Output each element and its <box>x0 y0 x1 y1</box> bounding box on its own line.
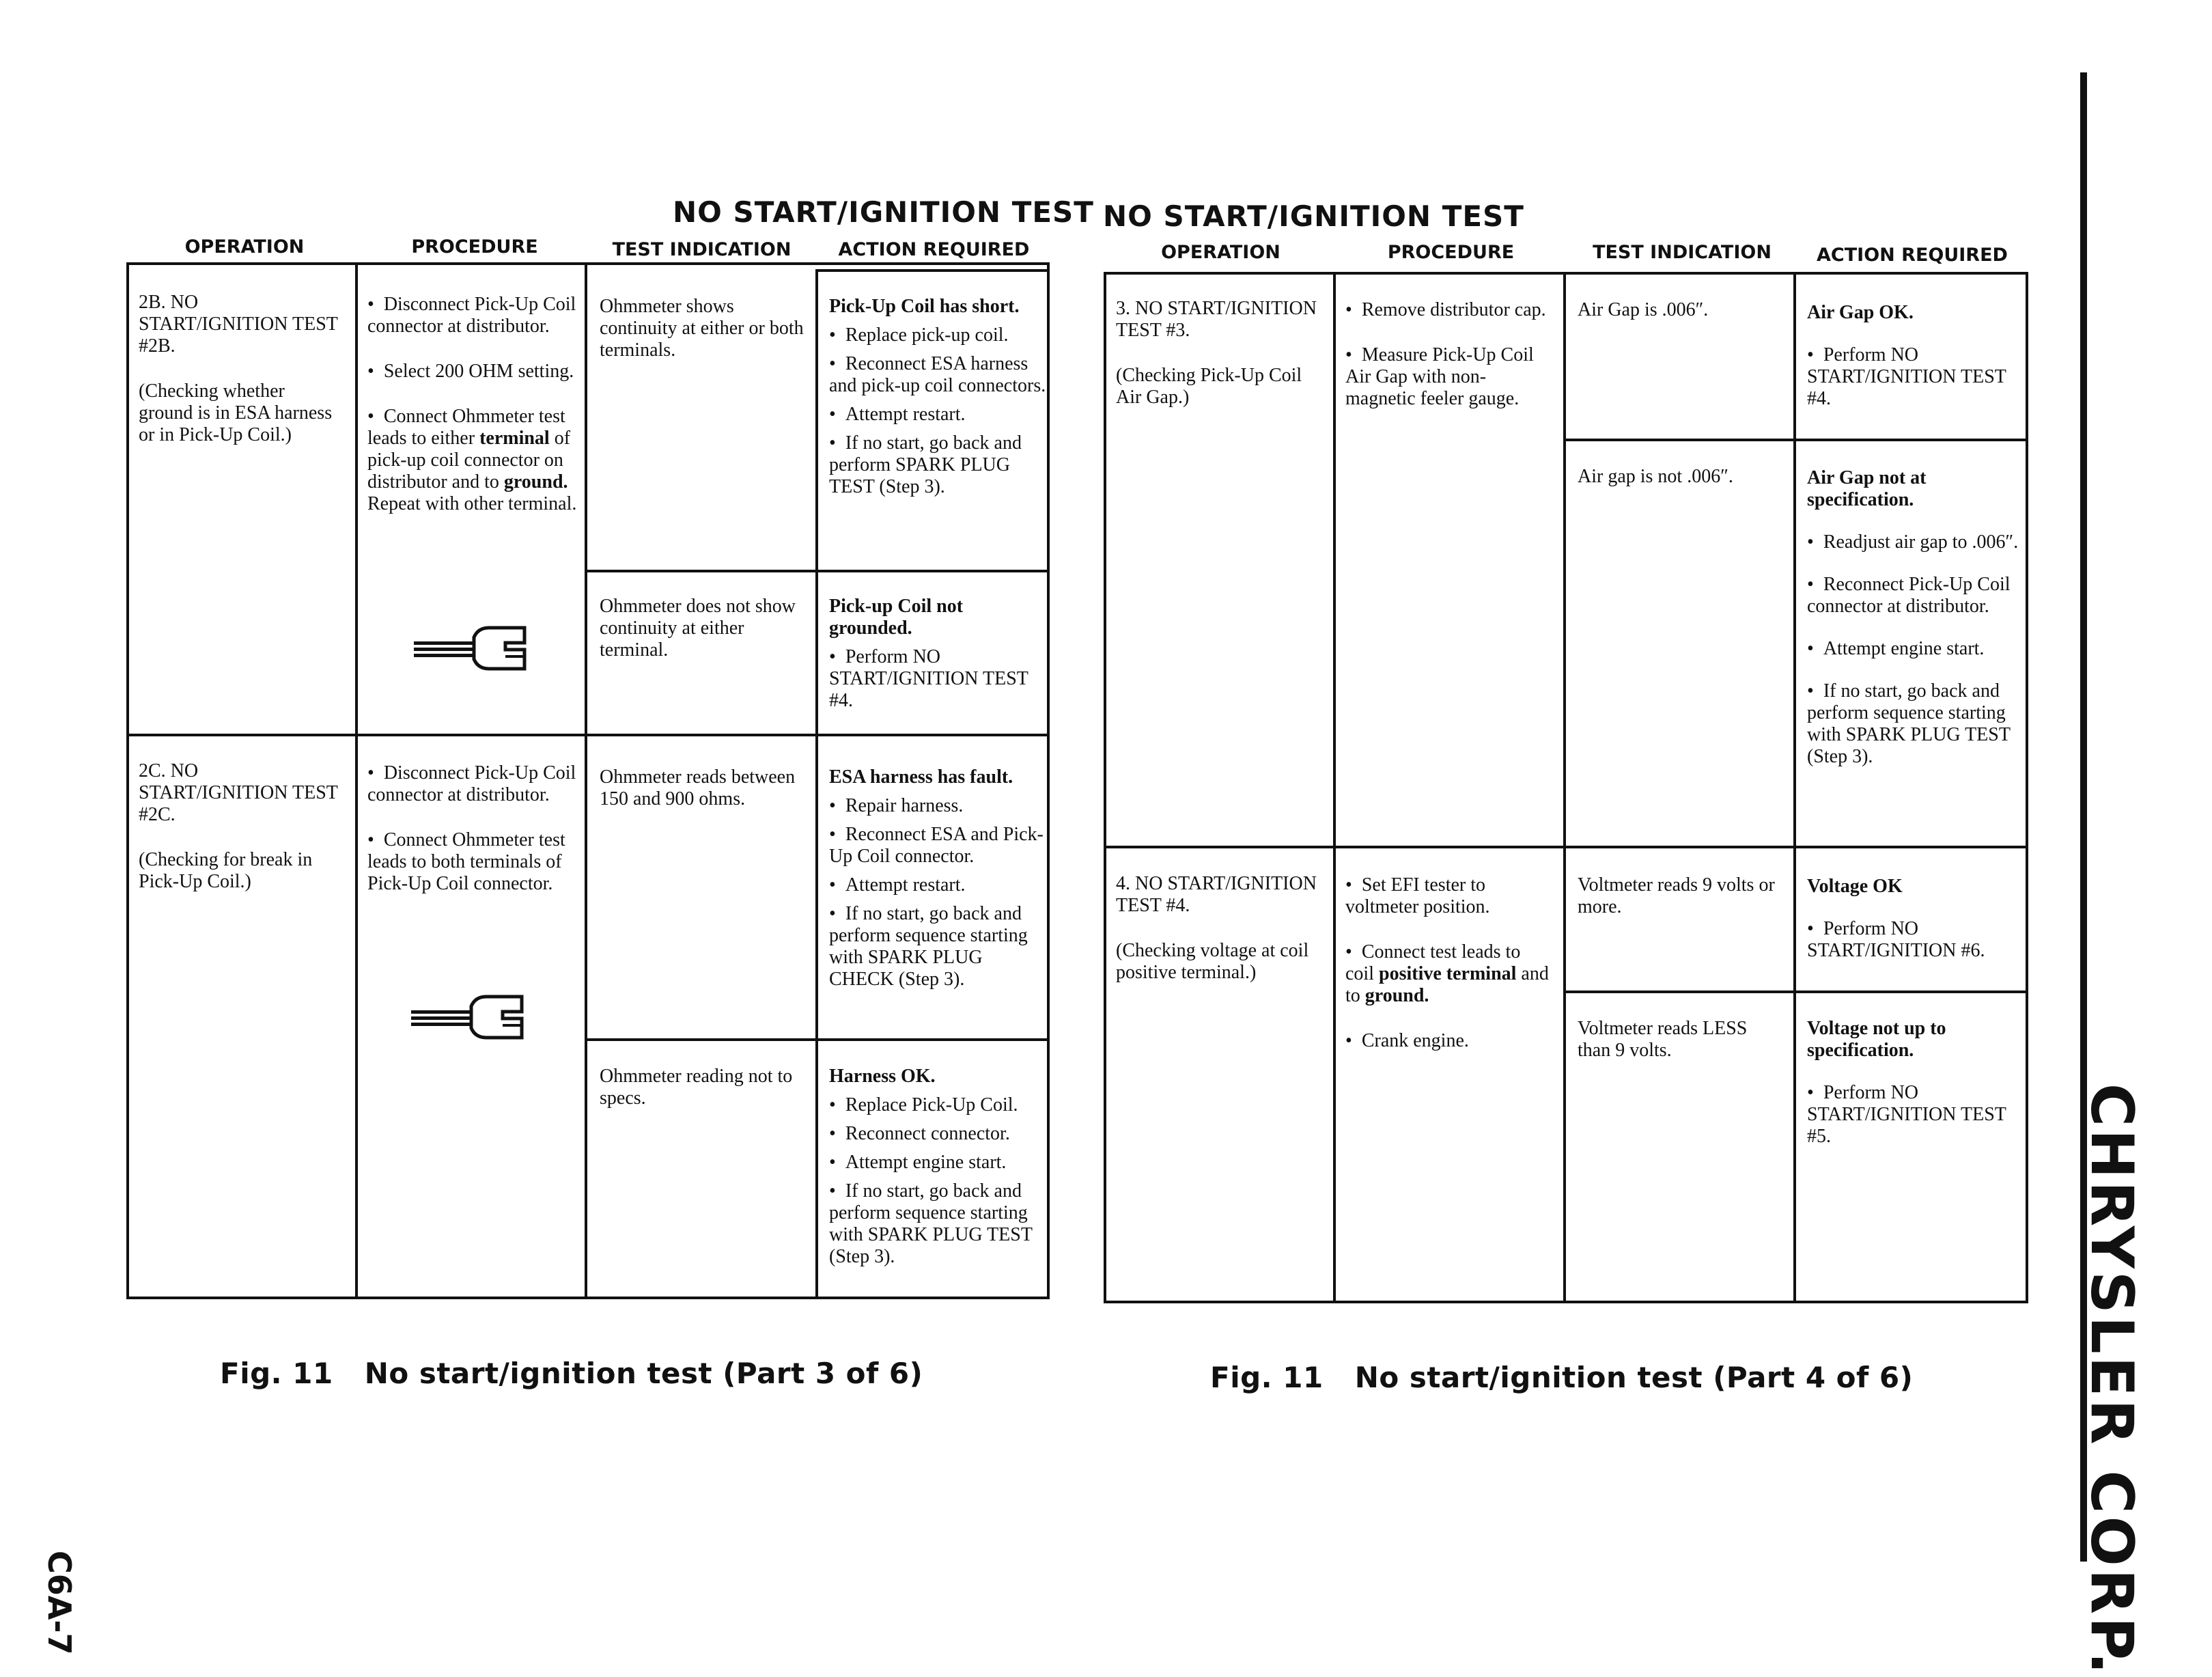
procedure-cell-3 <box>1345 299 1554 433</box>
action-item: • Reconnect ESA harness and pick-up coil connectors. <box>829 353 1046 397</box>
test-indication: Air gap is not .006″. <box>1578 466 1733 487</box>
procedure-step: • Connect Ohmmeter test leads to both terminals of Pick-Up Coil connector. <box>367 829 579 895</box>
right-caption-text: No start/ignition test (Part 4 of 6) <box>1354 1361 1914 1394</box>
action-item: • Replace Pick-Up Coil. <box>829 1094 1046 1116</box>
procedure-emphasis: terminal <box>479 428 550 449</box>
indication-cell-2b-1 <box>600 296 804 385</box>
left-figure-caption <box>220 1357 923 1390</box>
action-title-wrap <box>829 596 1046 639</box>
indication-cell-2b-2 <box>600 596 804 684</box>
action-item: • Perform NO START/IGNITION TEST #4. <box>1807 344 2022 410</box>
operation-cell-2b <box>139 292 344 469</box>
action-cell-3-2 <box>1807 467 2022 791</box>
action-item: • Reconnect ESA and Pick-Up Coil connector. <box>829 824 1046 868</box>
procedure-cell-2c <box>367 762 579 918</box>
right-divider <box>1333 272 1336 1303</box>
procedure-step: • Crank engine. <box>1345 1030 1554 1052</box>
test-indication: Ohmmeter does not show continuity at either terminal. <box>600 596 796 661</box>
left-header-procedure: PROCEDURE <box>411 236 538 258</box>
procedure-text: Connect test leads to coil <box>1345 941 1521 984</box>
left-header-operation: OPERATION <box>184 236 305 258</box>
right-figure-caption <box>1210 1361 1913 1394</box>
procedure-text: Connect Ohmmeter test leads to either <box>367 406 565 449</box>
action-item: • If no start, go back and perform SPARK PLUG TEST (Step 3). <box>829 432 1046 498</box>
action-title-wrap <box>1807 876 2022 898</box>
left-caption-text: No start/ignition test (Part 3 of 6) <box>364 1357 923 1390</box>
procedure-text: of pick-up coil connector on distributor and to <box>367 428 571 493</box>
operation-note: (Checking Pick-Up Coil Air Gap.) <box>1116 365 1302 408</box>
procedure-step: • Set EFI tester to voltmeter position. <box>1345 874 1554 918</box>
action-item: • Readjust air gap to .006″. <box>1807 531 2022 553</box>
action-item: • Attempt restart. <box>829 874 1046 896</box>
action-item: • Perform NO START/IGNITION #6. <box>1807 918 2022 962</box>
procedure-step <box>367 406 579 515</box>
indication-cell-4-1 <box>1578 874 1782 941</box>
left-header-test-indication: TEST INDICATION <box>612 239 792 260</box>
action-item: • Attempt restart. <box>829 404 1046 426</box>
procedure-emphasis: ground. <box>503 471 568 493</box>
operation-cell-4 <box>1116 873 1321 1007</box>
operation-title: 2C. NO START/IGNITION TEST #2C. <box>139 760 338 825</box>
procedure-text: and to <box>1345 963 1549 1006</box>
procedure-emphasis: ground. <box>1364 985 1429 1006</box>
right-header-action-required: ACTION REQUIRED <box>1817 245 2008 266</box>
action-cell-2c-1 <box>829 766 1046 997</box>
action-title-wrap <box>829 1066 1046 1087</box>
action-item: • If no start, go back and perform sequence starting with SPARK PLUG TEST (Step 3). <box>829 1180 1046 1268</box>
left-divider <box>126 734 1050 736</box>
operation-note: (Checking whether ground is in ESA harness or in Pick-Up Coil.) <box>139 380 333 445</box>
right-divider <box>1563 990 2028 993</box>
right-divider <box>1793 272 1796 1303</box>
procedure-cell-2b <box>367 294 579 538</box>
left-divider <box>816 269 1050 272</box>
action-title: Air Gap OK. <box>1807 302 1914 323</box>
left-divider <box>585 1038 1050 1041</box>
left-divider <box>585 570 1050 572</box>
action-title: Voltage OK <box>1807 876 1903 897</box>
action-cell-4-1 <box>1807 876 2022 969</box>
action-item: • Repair harness. <box>829 795 1046 817</box>
operation-title: 3. NO START/IGNITION TEST #3. <box>1116 298 1317 341</box>
action-title: Pick-up Coil not grounded. <box>829 596 964 639</box>
action-item: • Attempt engine start. <box>1807 638 2022 660</box>
operation-cell-2c <box>139 760 344 916</box>
action-cell-2b-2 <box>829 596 1046 719</box>
right-header-operation: OPERATION <box>1161 242 1280 263</box>
test-indication: Voltmeter reads 9 volts or more. <box>1578 874 1775 917</box>
pickup-connector-icon <box>410 625 533 673</box>
action-cell-4-2 <box>1807 1018 2022 1154</box>
action-title-wrap <box>829 296 1046 318</box>
indication-cell-4-2 <box>1578 1018 1782 1085</box>
right-header-procedure: PROCEDURE <box>1387 242 1515 263</box>
action-title: Voltage not up to specification. <box>1807 1018 1946 1061</box>
page-number: C6A-7 <box>41 1551 78 1655</box>
test-indication: Ohmmeter reads between 150 and 900 ohms. <box>600 766 796 809</box>
indication-cell-2c-1 <box>600 766 804 833</box>
action-item: • Perform NO START/IGNITION TEST #5. <box>1807 1082 2022 1148</box>
action-title: Pick-Up Coil has short. <box>829 296 1020 317</box>
indication-cell-2c-2 <box>600 1066 804 1133</box>
action-title-wrap <box>1807 302 2022 324</box>
right-divider <box>1563 272 1566 1303</box>
procedure-step: • Measure Pick-Up Coil Air Gap with non-magnetic feeler gauge. <box>1345 344 1554 410</box>
action-item: • If no start, go back and perform sequence starting with SPARK PLUG TEST (Step 3). <box>1807 680 2022 768</box>
left-page-title: NO START/IGNITION TEST <box>673 195 1094 229</box>
left-divider <box>815 269 818 1299</box>
right-divider <box>1563 439 2028 441</box>
left-caption-number: Fig. 11 <box>220 1357 333 1390</box>
action-item: • If no start, go back and perform sequence starting with SPARK PLUG CHECK (Step 3). <box>829 903 1046 990</box>
action-item: • Attempt engine start. <box>829 1152 1046 1174</box>
action-title-wrap <box>829 766 1046 788</box>
right-divider <box>1104 846 2028 848</box>
action-item: • Reconnect Pick-Up Coil connector at distributor. <box>1807 574 2022 618</box>
procedure-cell-4 <box>1345 874 1554 1075</box>
right-header-test-indication: TEST INDICATION <box>1593 242 1772 263</box>
procedure-text: Repeat with other terminal. <box>367 493 577 514</box>
test-indication: Air Gap is .006″. <box>1578 299 1709 320</box>
right-page-title: NO START/IGNITION TEST <box>1103 199 1524 233</box>
action-item: • Replace pick-up coil. <box>829 324 1046 346</box>
procedure-step: • Remove distributor cap. <box>1345 299 1554 321</box>
procedure-step: • Disconnect Pick-Up Coil connector at distributor. <box>367 294 579 337</box>
left-header-action-required: ACTION REQUIRED <box>838 239 1030 260</box>
test-indication: Voltmeter reads LESS than 9 volts. <box>1578 1018 1748 1061</box>
action-cell-3-1 <box>1807 302 2022 417</box>
indication-cell-3-1 <box>1578 299 1782 344</box>
pickup-connector-icon <box>407 994 530 1042</box>
left-divider <box>355 262 358 1299</box>
operation-title: 4. NO START/IGNITION TEST #4. <box>1116 873 1317 916</box>
operation-cell-3 <box>1116 298 1321 432</box>
action-cell-2c-2 <box>829 1066 1046 1275</box>
action-cell-2b-1 <box>829 296 1046 505</box>
test-indication: Ohmmeter shows continuity at either or both terminals. <box>600 296 804 361</box>
action-title: ESA harness has fault. <box>829 766 1013 788</box>
procedure-step <box>1345 941 1554 1007</box>
test-indication: Ohmmeter reading not to specs. <box>600 1066 793 1109</box>
procedure-step: • Select 200 OHM setting. <box>367 361 579 383</box>
indication-cell-3-2 <box>1578 466 1782 511</box>
side-label-chrysler-corp: CHRYSLER CORP. <box>2077 1083 2146 1677</box>
action-title-wrap <box>1807 1018 2022 1062</box>
right-caption-number: Fig. 11 <box>1210 1361 1324 1394</box>
action-item: • Reconnect connector. <box>829 1123 1046 1145</box>
operation-title: 2B. NO START/IGNITION TEST #2B. <box>139 292 338 357</box>
action-title: Air Gap not at specification. <box>1807 467 1927 510</box>
operation-note: (Checking for break in Pick-Up Coil.) <box>139 849 313 892</box>
operation-note: (Checking voltage at coil positive terminal.) <box>1116 940 1309 983</box>
action-title: Harness OK. <box>829 1066 936 1087</box>
procedure-emphasis: positive terminal <box>1379 963 1517 984</box>
action-item: • Perform NO START/IGNITION TEST #4. <box>829 646 1046 712</box>
action-title-wrap <box>1807 467 2022 511</box>
left-divider <box>585 262 587 1299</box>
procedure-step: • Disconnect Pick-Up Coil connector at distributor. <box>367 762 579 806</box>
